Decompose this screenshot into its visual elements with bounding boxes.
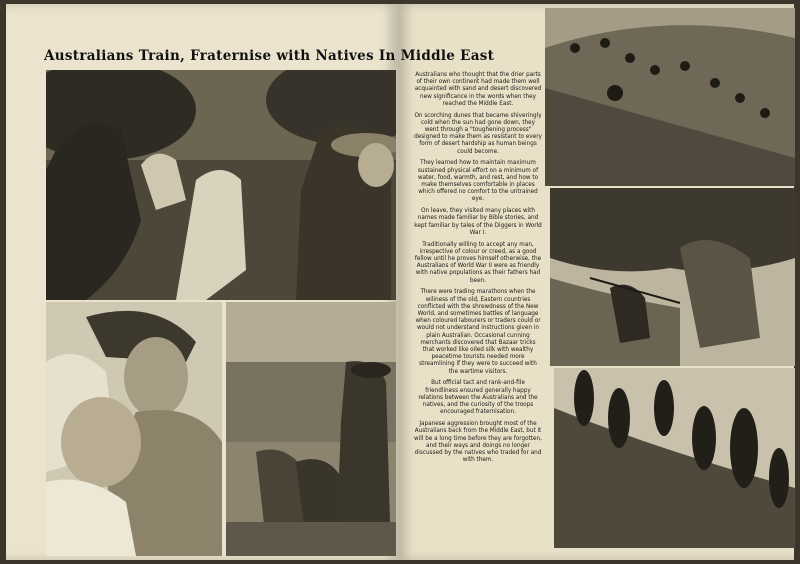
photo-soldiers-climbing (554, 368, 795, 548)
paragraph: Traditionally willing to accept any man, irrespective of colour or creed, as a good fellow until he proves himself otherwise, the Australians of World War II were as friendly with native populations as their fathers had been. (414, 241, 542, 284)
photo-troops-dune (545, 8, 795, 186)
article-title: Australians Train, Fraternise with Natives In Middle East (44, 48, 495, 64)
paragraph: On leave, they visited many places with names made familiar by Bible stories, and kept familiar by tales of the Diggers in World War I. (414, 208, 542, 236)
photo-soldiers-brush (550, 188, 795, 366)
paragraph: Australians who thought that the drier parts of their own continent had made them well acquainted with sand and desert discovered new significance in the words when they reached the Middle East. (414, 72, 542, 107)
photo-horses-soldier (46, 70, 396, 300)
article-body (414, 72, 542, 469)
photo-soldiers-terrain (226, 302, 396, 556)
photo-soldier-embrace (46, 302, 222, 556)
paragraph: But official tact and rank-and-file friendliness ensured generally happy relations between the Australians and the natives, and the curiosity of the troops encouraged fraternisation. (418, 380, 538, 416)
paragraph: They learned how to maintain maximum sustained physical effort on a minimum of water, food, warmth, and rest, and how to make themselves comfortable in places which offered no comfort to the untrained eye. (417, 160, 539, 203)
paragraph: There were trading marathons when the wiliness of the old, Eastern countries conflicted with the shrewdness of the New World, and sometimes battles of language when coloured labourers or traders could or would not understand instructions given in plain Australian. Occasional cunning merchants discovered that Bazaar tricks that worked like oiled silk with wealthy peacetime tourists needed more streamlining if they were to succeed with the wartime visitors. (415, 289, 541, 375)
paragraph: On scorching dunes that became shiveringly cold when the sun had gone down, they went through a "toughening process" designed to make them as resistant to every form of desert hardship as human beings could become. (414, 112, 542, 155)
paragraph: Japanese aggression brought most of the Australians back from the Middle East, but it will be a long time before they are forgotten, and their ways and doings no longer discussed by the natives who traded for and with them. (414, 421, 542, 464)
